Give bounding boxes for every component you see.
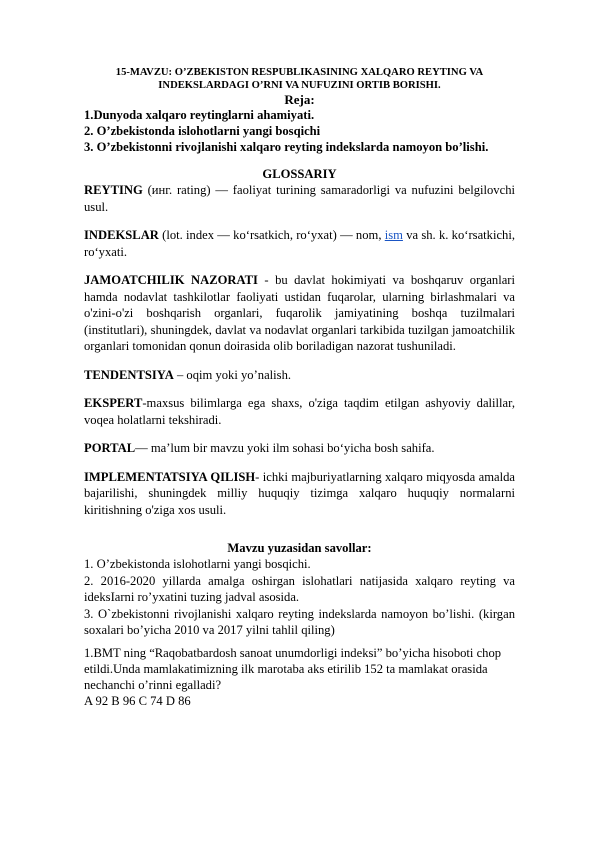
document-title: 15-MAVZU: O’ZBEKISTON RESPUBLIKASINING XALQARO REYTING VA INDEKSLARDAGI O’RNI VA NUFUZINI ORTIB BORISHI. [115, 67, 484, 91]
glossary-term: IMPLEMENTATSIYA QILISH [84, 469, 256, 484]
glossary-term: TENDENTSIYA [84, 367, 174, 382]
glossary-heading: GLOSSARIY [262, 167, 337, 181]
glossary-entry-ekspert [84, 395, 515, 428]
glossary-definition: – oqim yoki yo’nalish. [173, 367, 292, 382]
glossary-entry-indekslar [84, 227, 515, 260]
glossary-term: REYTING [84, 183, 143, 197]
glossary-term: EKSPERT [84, 396, 143, 410]
glossary-term: INDEKSLAR [84, 228, 159, 242]
glossary-definition-end: va sh. k. ko‘rsatkichi, ro‘yxati. [84, 228, 515, 259]
ism-link[interactable]: ism [384, 228, 403, 242]
glossary-term: JAMOATCHILIK NAZORATI [84, 273, 258, 287]
glossary-definition: (lot. index — ko‘rsatkich, ro‘yxat) — nom, [158, 228, 385, 242]
plan-item-3: 3. O’zbekistonni rivojlanishi xalqaro reyting indekslarda namoyon bo’lishi. [84, 140, 489, 154]
questions-heading: Mavzu yuzasidan savollar: [227, 541, 372, 555]
glossary-entry-implementatsiya [84, 469, 515, 519]
test-options: A 92 B 96 C 74 D 86 [84, 693, 191, 708]
glossary-definition: -maxsus bilimlarga ega shaxs, o'ziga taqdim etilgan ashyoviy dalillar, voqea holatlarni tekshiradi. [84, 396, 515, 427]
glossary-entry-tendentsiya [84, 367, 515, 384]
glossary-definition: - ichki majburiyatlarning xalqaro miqyosda amalda bajarilishi, shuningdek milliy huquqiy tizimga xalqaro huquqiy normalarni kiritishning o'ziga xos usuli. [84, 469, 515, 517]
glossary-definition: — ma’lum bir mavzu yoki ilm sohasi bo‘yicha bosh sahifa. [135, 441, 435, 455]
glossary-definition: (инг. rating) — faoliyat turining samaradorligi va nufuzini belgilovchi usul. [84, 183, 515, 214]
test-question: 1.BMT ning “Raqobatbardosh sanoat unumdorligi indeksi” bo’yicha hisoboti chop etildi.Unda mamlakatimizning ilk marotaba aks etirilib 152 ta mamlakat orasida nechanchi o’rinni egalladi? [84, 645, 502, 692]
glossary-definition: - bu davlat hokimiyati va boshqaruv organlari hamda nodavlat tashkilotlar faoliyati ustidan fuqarolar, ularning birlashmalari va o'zini-o'zi boshqarish organlari, fuqarolik jamiyatining boshqa tuzilmalari (institutlari), shuningdek, davlat va nodavlat organlari tarkibida tuzilgan jamoatchilik organlari tomonidan qonun doirasida olib boriladigan nazorat tushuniladi. [84, 273, 515, 353]
glossary-term: PORTAL [84, 441, 136, 455]
question-2: 2. 2016-2020 yillarda amalga oshirgan islohatlari natijasida xalqaro reyting va ideksIarni ro’yxatini tuzing jadval asosida. [84, 573, 515, 604]
plan-item-1: 1.Dunyoda xalqaro reytinglarni ahamiyati. [84, 108, 315, 122]
glossary-entry-jamoatchilik [84, 272, 515, 355]
glossary-entry-portal [84, 440, 515, 457]
glossary-entry-reyting [84, 182, 515, 215]
question-3: 3. O`zbekistonni rivojlanishi xalqaro reyting indekslarda namoyon bo’lishi. (kirgan soxalari bo’yicha 2010 va 2017 yilni tahlil qiling) [84, 606, 515, 637]
plan-heading: Reja: [284, 92, 315, 107]
document-page [84, 66, 515, 709]
question-1: 1. O’zbekistonda islohotlarni yangi bosqichi. [84, 557, 311, 571]
plan-item-2: 2. O’zbekistonda islohotlarni yangi bosqichi [84, 124, 321, 138]
